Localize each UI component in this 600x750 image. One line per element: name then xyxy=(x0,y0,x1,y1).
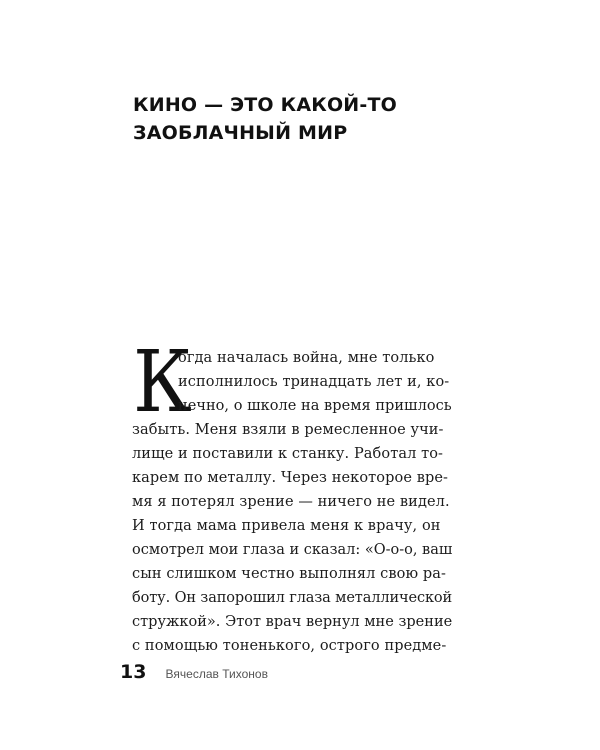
text-line-3: нечно, о школе на время пришлось xyxy=(178,398,452,414)
text-line-8: И тогда мама привела меня к врачу, он xyxy=(132,518,441,534)
running-head-author: Вячеслав Тихонов xyxy=(165,667,268,681)
page-number: 13 xyxy=(120,661,147,683)
text-line-5: лище и поставили к станку. Работал то- xyxy=(132,446,444,462)
drop-cap: К xyxy=(133,331,192,432)
text-line-6: карем по металлу. Через некоторое вре- xyxy=(132,470,449,486)
text-line-2: исполнилось тринадцать лет и, ко- xyxy=(178,374,450,390)
text-line-7: мя я потерял зрение — ничего не видел. xyxy=(132,494,450,510)
page-footer xyxy=(120,661,268,683)
text-line-11: боту. Он запорошил глаза металлической xyxy=(132,590,453,606)
chapter-title-line-2: ЗАОБЛАЧНЫЙ МИР xyxy=(133,122,348,144)
text-line-9: осмотрел мои глаза и сказал: «О-о-о, ваш xyxy=(132,542,453,558)
chapter-title xyxy=(133,91,453,147)
text-line-4: забыть. Меня взяли в ремесленное учи- xyxy=(132,422,444,438)
text-line-12: стружкой». Этот врач вернул мне зрение xyxy=(132,614,453,630)
chapter-title-line-1: КИНО — ЭТО КАКОЙ-ТО xyxy=(133,94,398,116)
text-line-10: сын слишком честно выполнял свою ра- xyxy=(132,566,447,582)
text-line-13: с помощью тоненького, острого предме- xyxy=(132,638,447,654)
text-line-1: огда началась война, мне только xyxy=(178,350,435,366)
